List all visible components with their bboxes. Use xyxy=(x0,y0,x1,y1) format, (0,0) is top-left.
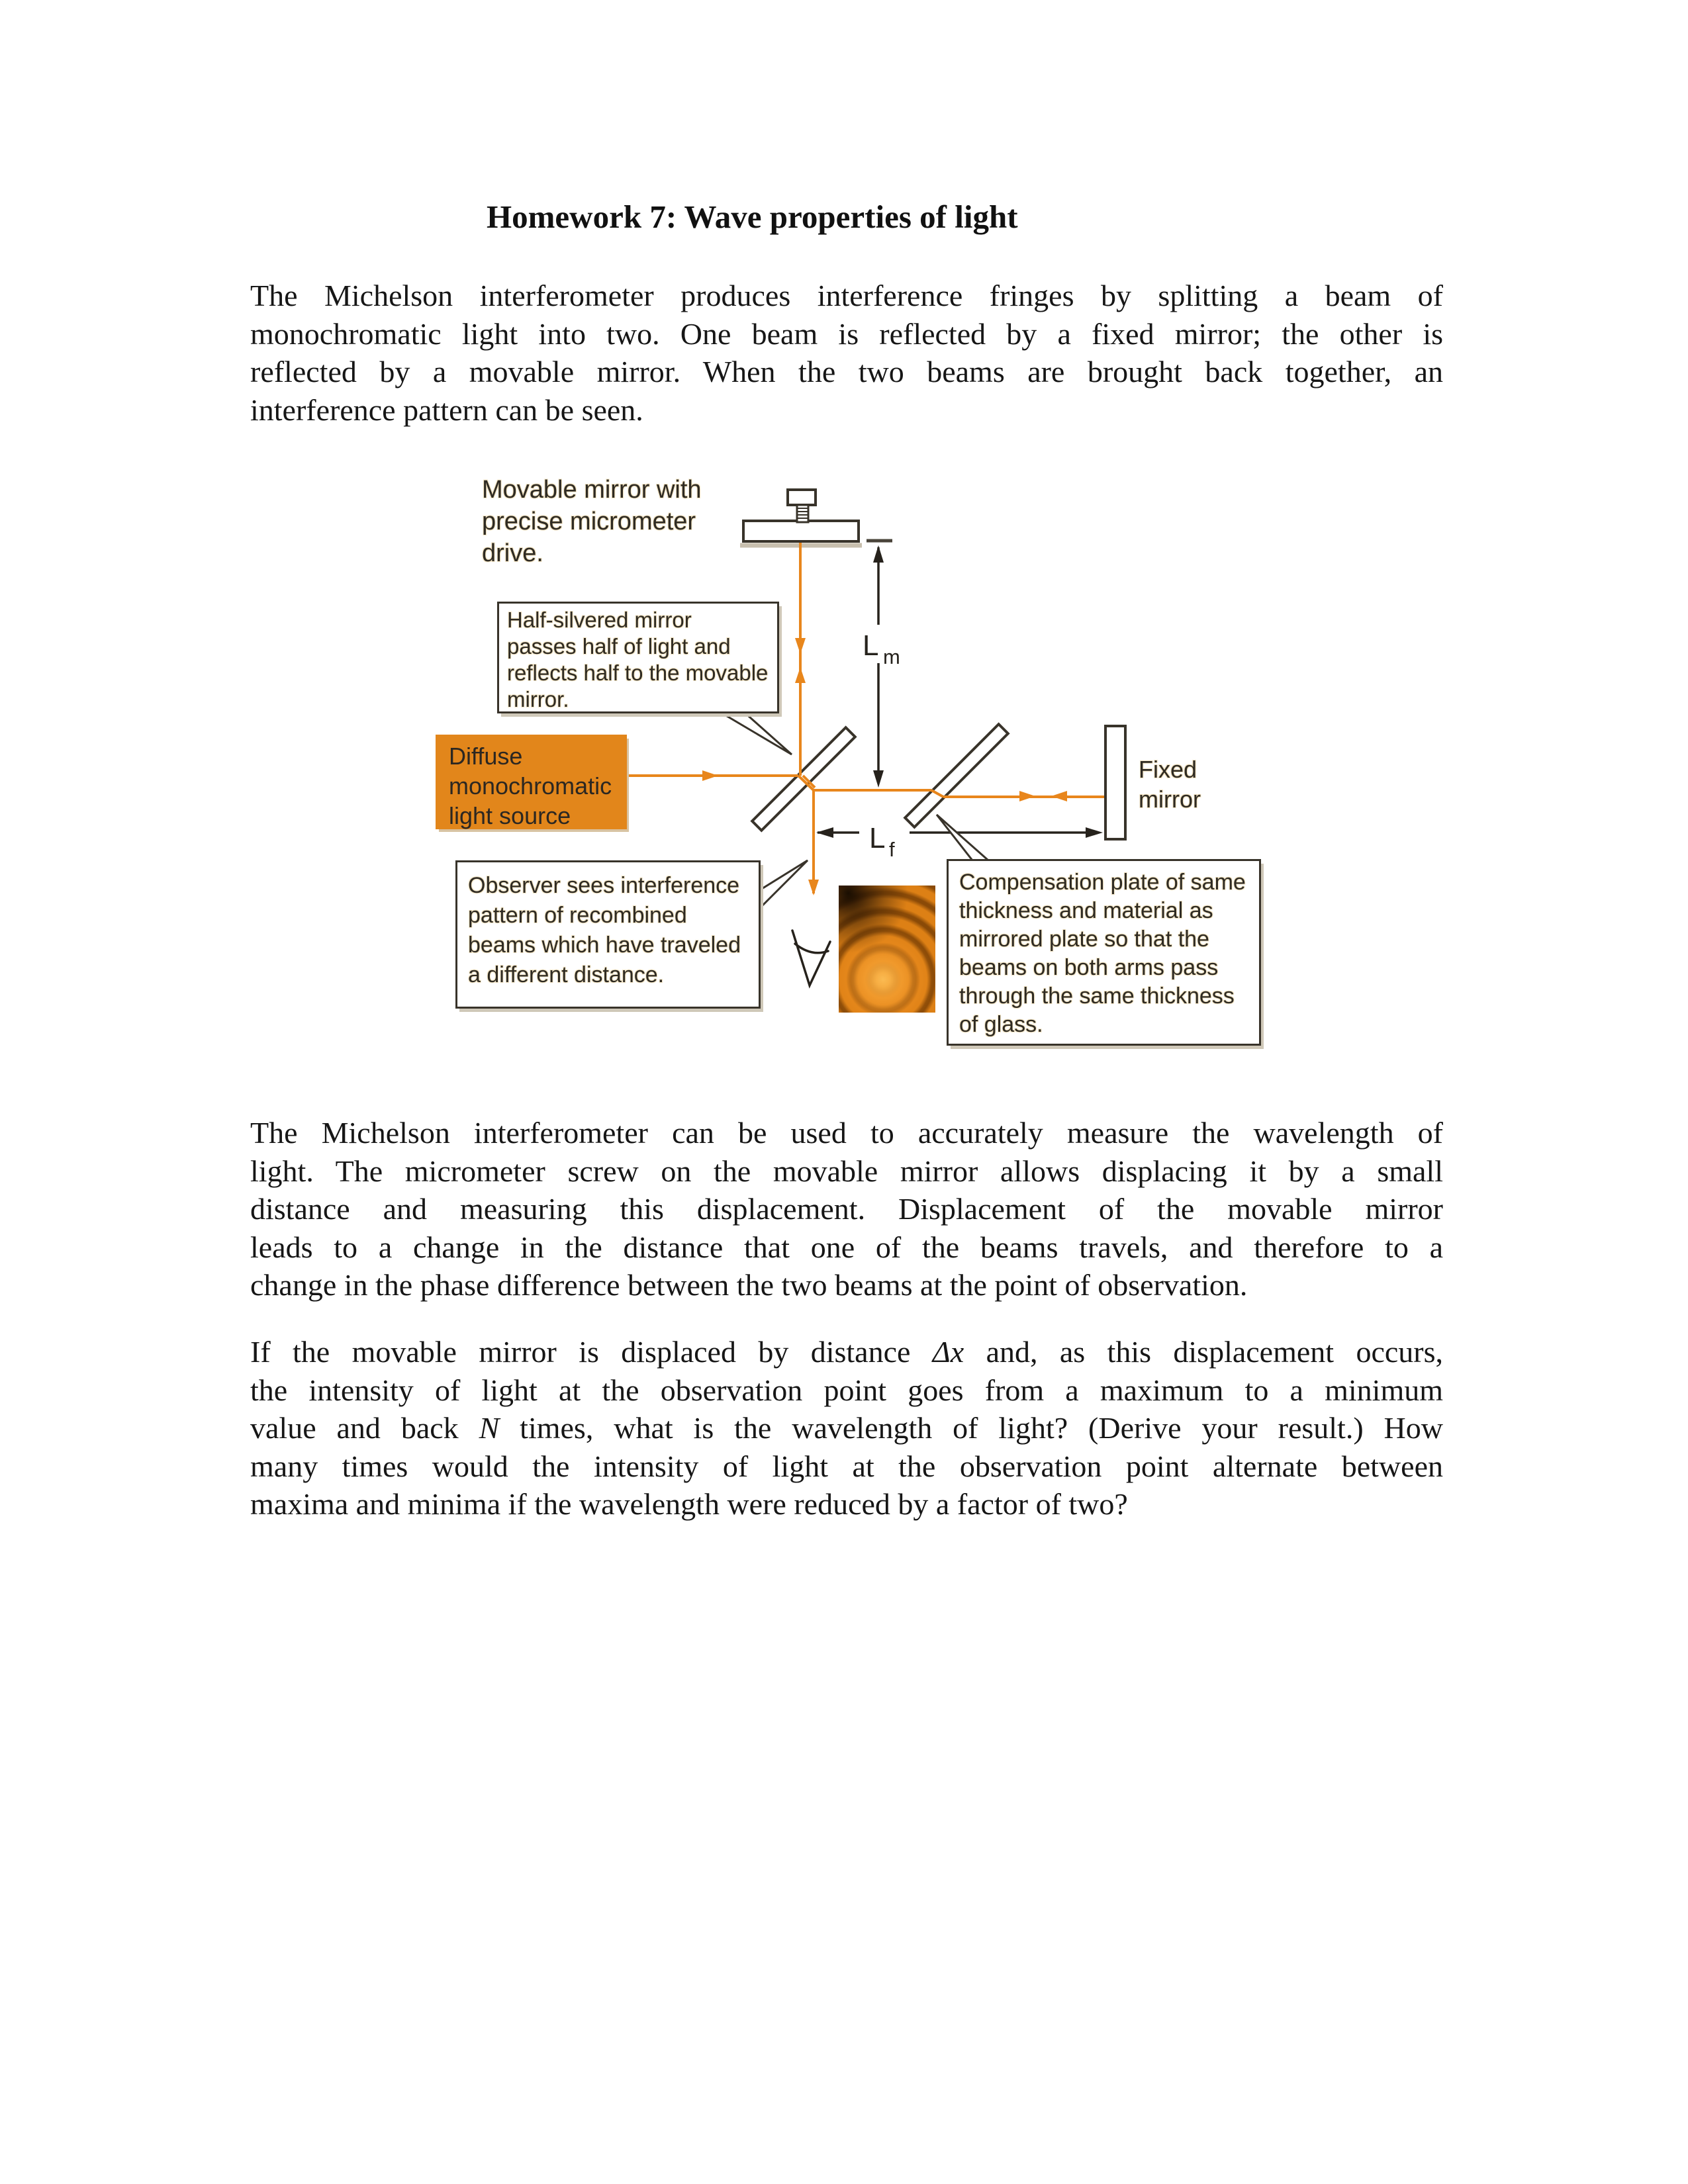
lf-label: L xyxy=(869,822,886,854)
text-line: many times would the intensity of light at the observation point alternate between xyxy=(250,1449,1443,1483)
label-line: drive. xyxy=(482,539,543,567)
callout-line: Half-silvered mirror xyxy=(507,608,692,632)
text-line xyxy=(250,1333,1443,1371)
text-segment: and, as this displacement occurs, xyxy=(964,1335,1443,1369)
text-line: maxima and minima if the wavelength were reduced by a factor of two? xyxy=(250,1487,1128,1521)
callout-line: beams which have traveled xyxy=(468,933,741,958)
micrometer-thread-lines xyxy=(797,508,808,518)
text-line: change in the phase difference between the two beams at the point of observation. xyxy=(250,1268,1248,1302)
callout-line: Compensation plate of same xyxy=(959,870,1246,895)
callout-line: reflects half to the movable xyxy=(507,660,769,685)
lf-label-subscript: f xyxy=(889,838,895,861)
pointer-half-silvered xyxy=(720,712,792,754)
label-line: precise micrometer xyxy=(482,508,696,535)
interference-pattern-image xyxy=(839,886,935,1013)
page-title: Homework 7: Wave properties of light xyxy=(487,199,1018,235)
callout-line: through the same thickness xyxy=(959,983,1235,1009)
text-line: reflected by a movable mirror. When the two beams are brought back together, an xyxy=(250,355,1443,388)
text-line: The Michelson interferometer produces interference fringes by splitting a beam of xyxy=(250,279,1443,312)
lm-label-subscript: m xyxy=(883,645,900,668)
callout-line: beams on both arms pass xyxy=(959,955,1219,980)
compensation-plate xyxy=(905,724,1008,827)
label-line: monochromatic xyxy=(449,772,612,799)
arrow-right-source xyxy=(702,770,718,781)
callout-line: pattern of recombined xyxy=(468,903,687,928)
paragraph-question xyxy=(250,1333,1443,1524)
observer-eye-icon xyxy=(792,931,830,985)
movable-mirror-label xyxy=(482,474,702,569)
lm-label: L xyxy=(863,629,879,662)
light-source-box xyxy=(436,735,627,829)
half-silvered-mirror-plate xyxy=(752,727,855,831)
label-line: mirror xyxy=(1139,786,1201,813)
text-line: monochromatic light into two. One beam is reflected by a fixed mirror; the other is xyxy=(250,316,1443,351)
lf-dimension-arrowheads xyxy=(816,827,1103,838)
text-segment: times, what is the wavelength of light? (Derive your result.) How xyxy=(499,1411,1443,1445)
text-segment: If the movable mirror is displaced by distance xyxy=(250,1335,933,1369)
compensation-plate-callout xyxy=(947,859,1261,1046)
paragraph-intro xyxy=(250,277,1443,429)
light-beams xyxy=(627,543,1104,893)
paragraph-measurement xyxy=(250,1114,1443,1304)
callout-line: passes half of light and xyxy=(507,634,731,659)
variable-n: N xyxy=(479,1411,500,1445)
arrow-right-to-fixed xyxy=(1019,791,1035,801)
movable-mirror xyxy=(743,521,859,541)
callout-line: of glass. xyxy=(959,1012,1043,1037)
callout-line: mirror. xyxy=(507,687,569,711)
label-line: light source xyxy=(449,802,571,829)
fixed-mirror xyxy=(1105,726,1125,839)
arrow-down-from-movable xyxy=(795,638,806,654)
pointer-observer xyxy=(759,860,808,909)
fixed-mirror-label xyxy=(1139,754,1201,814)
label-line: Fixed xyxy=(1139,756,1197,783)
text-line: interference pattern can be seen. xyxy=(250,392,643,427)
text-line: light. The micrometer screw on the movable mirror allows displacing it by a small xyxy=(250,1154,1443,1188)
beam-kink-splitter xyxy=(798,776,814,790)
pointer-compensation xyxy=(937,815,988,860)
text-line: distance and measuring this displacement. Displacement of the movable mirror xyxy=(250,1192,1443,1226)
micrometer-screw-thread xyxy=(797,505,808,522)
observer-callout xyxy=(455,860,761,1009)
half-silvered-mirror-callout xyxy=(497,602,779,713)
arrow-up-to-movable xyxy=(795,667,806,683)
beam-kink-plate xyxy=(931,790,943,797)
variable-delta-x: Δx xyxy=(932,1335,964,1369)
text-line xyxy=(250,1409,1443,1447)
text-line: leads to a change in the distance that one of the beams travels, and therefore to a xyxy=(250,1230,1443,1264)
callout-line: Observer sees interference xyxy=(468,873,740,898)
arrow-left-from-fixed xyxy=(1051,791,1067,801)
micrometer-screw-cap xyxy=(788,490,816,505)
text-line: the intensity of light at the observation point goes from a maximum to a minimum xyxy=(250,1373,1443,1407)
label-line: Movable mirror with xyxy=(482,476,702,504)
label-line: Diffuse xyxy=(449,743,523,770)
text-line: The Michelson interferometer can be used to accurately measure the wavelength of xyxy=(250,1116,1443,1150)
text-segment: value and back xyxy=(250,1411,479,1445)
callout-line: mirrored plate so that the xyxy=(959,927,1209,952)
callout-line: thickness and material as xyxy=(959,898,1213,923)
arrow-down-to-observer xyxy=(808,880,819,895)
lm-dimension-arrowheads xyxy=(873,545,884,788)
callout-line: a different distance. xyxy=(468,962,665,987)
beam-kink-splitter-2 xyxy=(803,776,815,788)
